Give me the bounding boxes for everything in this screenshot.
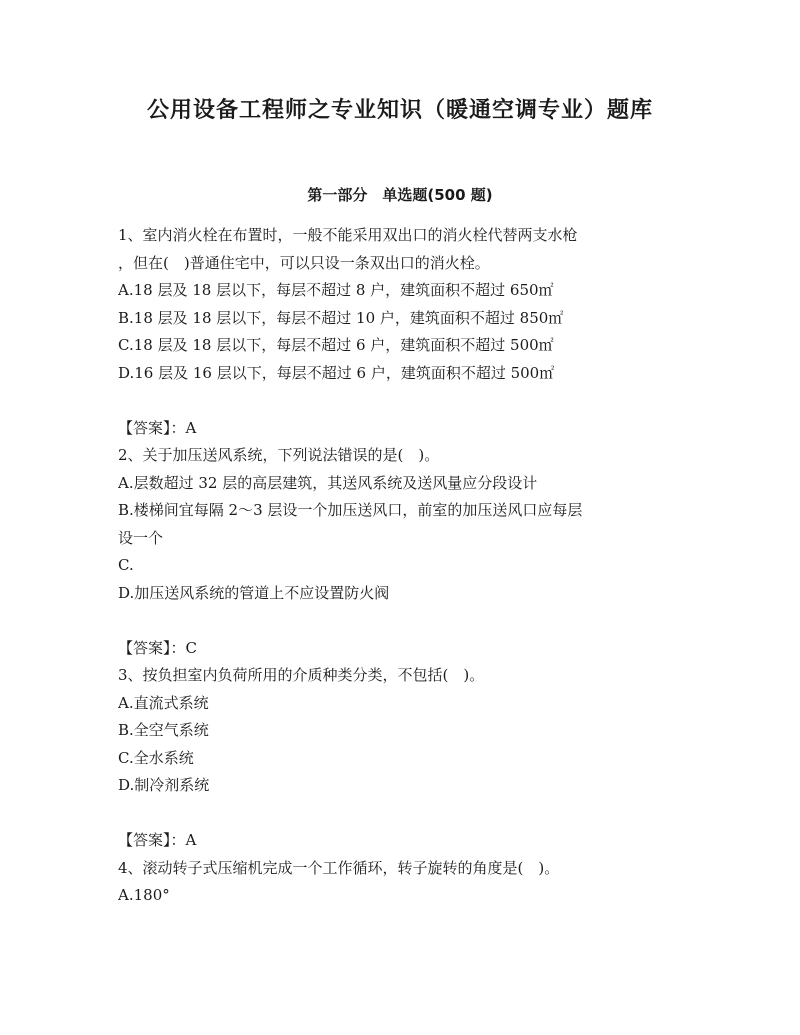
answer-key: 【答案】：A [118,418,197,437]
answer-option: A.18 层及 18 层以下，每层不超过 8 户，建筑面积不超过 650㎡ [118,281,554,299]
question-stem: ，但在( )普通住宅中，可以只设一条双出口的消火栓。 [118,253,490,272]
answer-option: A.层数超过 32 层的高层建筑，其送风系统及送风量应分段设计 [118,473,538,492]
section-heading: 第一部分 单选题(500 题) [307,186,493,204]
answer-option: D.制冷剂系统 [118,776,210,794]
answer-option: D.16 层及 16 层以下，每层不超过 6 户，建筑面积不超过 500㎡ [118,363,555,382]
question-list [118,222,688,910]
answer-option: B.全空气系统 [118,721,209,739]
question-stem: 3、按负担室内负荷所用的介质种类分类，不包括( )。 [118,666,485,684]
answer-key: 【答案】：C [118,638,197,657]
question-item [118,442,688,662]
answer-option: C. [118,556,134,574]
answer-option: A.180° [118,886,170,904]
answer-option: C.全水系统 [118,748,194,767]
answer-option: C.18 层及 18 层以下，每层不超过 6 户，建筑面积不超过 500㎡ [118,336,554,354]
document-title: 公用设备工程师之专业知识（暖通空调专业）题库 [146,98,653,123]
answer-option: B.18 层及 18 层以下，每层不超过 10 户，建筑面积不超过 850㎡ [118,308,564,327]
answer-key: 【答案】：A [118,831,197,849]
answer-option: A.直流式系统 [118,693,209,712]
answer-option: B.楼梯间宜每隔 2～3 层设一个加压送风口，前室的加压送风口应每层 [118,501,583,519]
question-stem: 4、滚动转子式压缩机完成一个工作循环，转子旋转的角度是( )。 [118,858,560,877]
question-item [118,855,688,910]
answer-option: 设一个 [118,528,164,547]
question-item [118,222,688,442]
question-item [118,662,688,855]
question-stem: 2、关于加压送风系统，下列说法错误的是( )。 [118,446,440,464]
answer-option: D.加压送风系统的管道上不应设置防火阀 [118,583,390,602]
question-stem: 1、室内消火栓在布置时，一般不能采用双出口的消火栓代替两支水枪 [118,226,578,244]
